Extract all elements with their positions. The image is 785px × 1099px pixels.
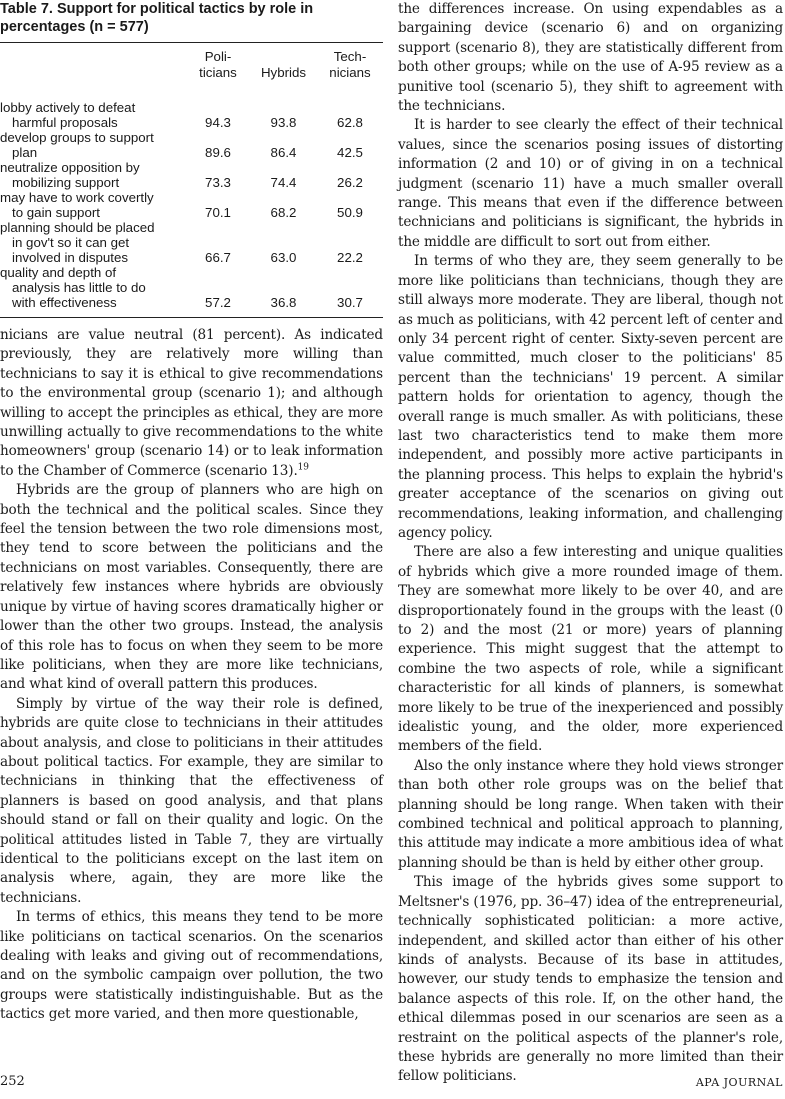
table-body <box>0 87 383 317</box>
table-row <box>0 130 383 160</box>
table-row <box>0 87 383 130</box>
footnote-marker: 19 <box>297 462 309 473</box>
paragraph: Also the only instance where they hold views stronger than both other role groups was on the belief that planning should be long range. When taken with their combined technical and political approach to planning, this attitude may indicate a more ambitious idea of what planning should be than is held by either other group. <box>398 757 783 871</box>
row-label: quality and depth of analysis has little to do with effectiveness <box>0 265 146 310</box>
cell-hybrids: 93.8 <box>270 115 297 130</box>
cell-technicians: 26.2 <box>337 175 363 190</box>
cell-technicians: 50.9 <box>337 205 363 220</box>
cell-technicians: 62.8 <box>337 115 363 130</box>
paragraph: There are also a few interesting and unique qualities of hybrids which give a more rounded image of them. They are somewhat more likely to be over 40, and are disproportionately found in the groups with the least (0 to 2) and the most (21 or more) years of planning experience. This might suggest that the attempt to combine the two aspects of role, while a significant characteristic for all kinds of planners, is somewhat more likely to be true of the inexperienced and possibly idealistic young, and the older, more experienced members of the field. <box>398 544 783 755</box>
cell-politicians: 57.2 <box>205 295 231 310</box>
cell-politicians: 66.7 <box>205 250 231 265</box>
paragraph: In terms of ethics, this means they tend to be more like politicians on tactical scenarios. On the scenarios dealing with leaks and giving out of recommendations, and on the symbolic campaign over pollution, the two groups were statistically indistinguishable. But as the tactics get more varied, and then more questionable, <box>0 909 383 1023</box>
cell-technicians: 42.5 <box>337 145 363 160</box>
paragraph: In terms of who they are, they seem generally to be more like politicians than technicians, though they are still always more moderate. They are liberal, though not as much as politicians, with 42 percent left of center and only 34 percent right of center. Sixty-seven percent are value committed, much closer to the politicians' 85 percent than the technicians' 19 percent. A similar pattern holds for orientation to agency, though the overall range is much smaller. As with politicians, these last two characteristics tend to make them more independent, and possibly more active participants in the planning process. This helps to explain the hybrid's greater acceptance of the scenarios on giving out recommendations, leaking information, and challenging agency policy. <box>398 253 783 541</box>
row-label: neutralize opposition by mobilizing support <box>0 160 140 190</box>
row-label: may have to work covertly to gain support <box>0 190 154 220</box>
row-label: planning should be placed in gov't so it can get involved in disputes <box>0 220 155 265</box>
paragraph: the differences increase. On using expendables as a bargaining device (scenario 6) and on organizing support (scenario 8), they are statistically different from both other groups; while on the use of A-95 review as a punitive tool (scenario 5), they shift to agreement with the technicians. <box>398 1 783 115</box>
paragraph: nicians are value neutral (81 percent). As indicated previously, they are relatively more willing than technicians to say it is ethical to give recommendations to the environmental group (scenario 1); and although willing to accept the principles as ethical, they are more unwilling actually to give recommendations to the white homeowners' group (scenario 14) or to leak information to the Chamber of Commerce (scenario 13).$^{19}$ <box>0 327 383 479</box>
table-header-label <box>0 43 186 87</box>
row-label: develop groups to support plan <box>0 130 154 160</box>
table-row <box>0 190 383 220</box>
left-column <box>0 0 383 1025</box>
table-row <box>0 220 383 265</box>
table-row <box>0 160 383 190</box>
paragraph: This image of the hybrids gives some support to Meltsner's (1976, pp. 36–47) idea of the entrepreneurial, technically sophisticated politician: a more active, independent, and skilled actor than either of his other kinds of analysts. Because of its base in attitudes, however, our study tends to emphasize the tension and balance aspects of this role. If, on the other hand, the ethical dilemmas posed in our scenarios are seen as a restraint on the political aspects of the planner's role, these hybrids are generally no more limited than their fellow politicians. <box>398 874 783 1085</box>
journal-name: APA JOURNAL <box>695 1076 783 1089</box>
paragraph: It is harder to see clearly the effect of their technical values, since the scenarios posing issues of distorting information (2 and 10) or of giving in on a technical judgment (scenario 11) have a much smaller overall range. This means that even if the difference between technicians and politicians is significant, the hybrids in the middle are difficult to sort out from either. <box>398 117 783 250</box>
cell-technicians: 30.7 <box>337 295 363 310</box>
table-header-technicians: Tech- nicians <box>329 49 371 80</box>
cell-technicians: 22.2 <box>337 250 363 265</box>
table-header-politicians: Poli- ticians <box>199 49 237 80</box>
paragraph: Simply by virtue of the way their role is defined, hybrids are quite close to technicians in their attitudes about analysis, and close to politicians in their attitudes about political tactics. For example, they are similar to technicians in thinking that the effectiveness of planners is based on good analysis, and that plans should stand or fall on their quality and logic. On the political attitudes listed in Table 7, they are virtually identical to the politicians except on the last item on analysis where, again, they are more like the technicians. <box>0 695 383 906</box>
cell-hybrids: 74.4 <box>270 175 297 190</box>
data-table <box>0 43 383 317</box>
cell-hybrids: 68.2 <box>270 205 297 220</box>
right-column <box>398 0 783 1087</box>
cell-politicians: 70.1 <box>205 205 231 220</box>
table-title: Table 7. Support for political tactics by role in percentages (n = 577) <box>0 1 314 35</box>
table-bottom-rule <box>0 317 383 318</box>
table-header-hybrids: Hybrids <box>260 65 307 80</box>
row-label: lobby actively to defeat harmful proposals <box>0 100 136 130</box>
page-number: 252 <box>0 1074 25 1089</box>
cell-hybrids: 36.8 <box>270 295 297 310</box>
cell-politicians: 94.3 <box>205 115 231 130</box>
cell-hybrids: 63.0 <box>270 250 297 265</box>
left-body <box>0 326 383 1025</box>
cell-hybrids: 86.4 <box>270 145 297 160</box>
table-row <box>0 265 383 317</box>
paragraph: Hybrids are the group of planners who are high on both the technical and the political scales. Since they feel the tension between the two role dimensions most, they tend to score between the politicians and the technicians on most variables. Consequently, there are relatively few instances where hybrids are obviously unique by virtue of having scores dramatically higher or lower than the other two groups. Instead, the analysis of this role has to focus on when they seem to be more like politicians, when they are more like technicians, and what kind of overall pattern this produces. <box>0 482 383 693</box>
cell-politicians: 89.6 <box>205 145 231 160</box>
table-header-row <box>0 43 383 87</box>
cell-politicians: 73.3 <box>205 175 231 190</box>
